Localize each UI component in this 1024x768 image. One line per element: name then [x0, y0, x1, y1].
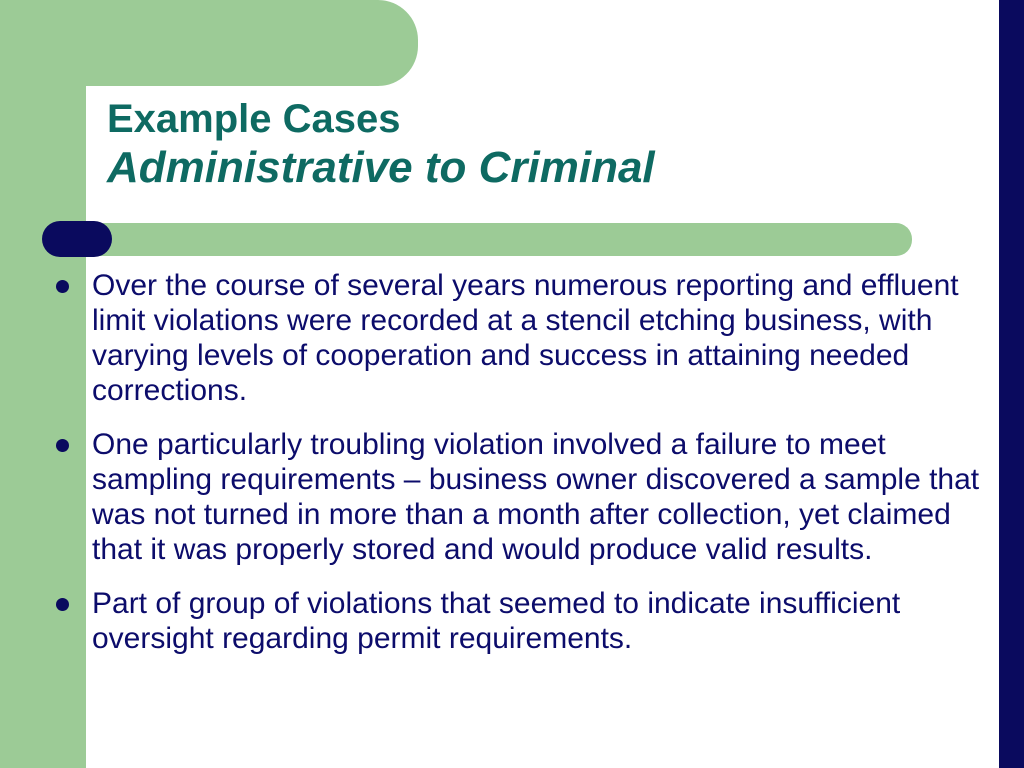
- navy-right-bar: [999, 0, 1024, 768]
- title-heading: Example Cases: [107, 97, 401, 141]
- bullet-item: [53, 427, 993, 567]
- bullet-dot-icon: [56, 598, 69, 611]
- bullet-item: [53, 586, 993, 656]
- bullet-text: One particularly troubling violation involved a failure to meet sampling requirements – business owner discovered a sample that was not turned in more than a month after collection, yet claimed that it was properly stored and would produce valid results.: [92, 428, 980, 566]
- bullet-item: [53, 268, 993, 408]
- bullet-text: Part of group of violations that seemed to indicate insufficient oversight regarding permit requirements.: [92, 587, 901, 655]
- bullet-dot-icon: [56, 439, 69, 452]
- green-divider-bar: [86, 223, 912, 256]
- green-top-tab: [0, 0, 418, 86]
- bullet-list: [53, 268, 993, 675]
- bullet-text: Over the course of several years numerous reporting and effluent limit violations were recorded at a stencil etching business, with varying levels of cooperation and success in attaining needed corrections.: [92, 269, 959, 407]
- title-subheading: Administrative to Criminal: [107, 143, 655, 192]
- navy-divider-pill: [42, 221, 112, 257]
- bullet-dot-icon: [56, 280, 69, 293]
- slide-title: [107, 96, 987, 194]
